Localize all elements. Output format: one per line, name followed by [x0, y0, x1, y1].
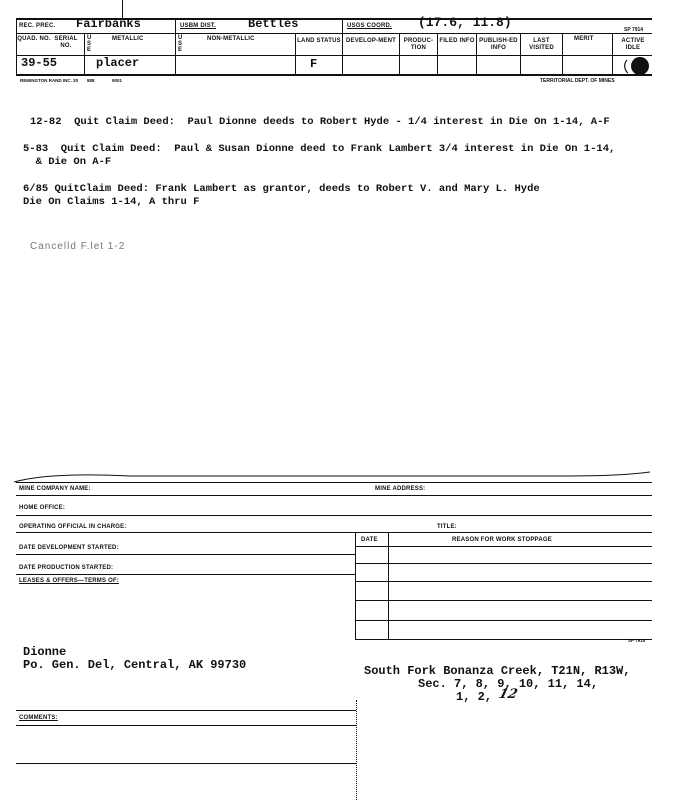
home-office-label: HOME OFFICE: — [19, 505, 66, 511]
date-production-started-label: DATE PRODUCTION STARTED: — [19, 565, 114, 571]
printer-code-1: 888 — [87, 78, 95, 83]
sep-date-right — [388, 532, 389, 640]
sep-col-6 — [437, 33, 438, 74]
sep-col-8 — [520, 33, 521, 74]
col-active-idle: ACTIVE IDLE — [621, 38, 645, 51]
rule-table-6 — [355, 639, 652, 640]
active-idle-punch-icon — [618, 55, 652, 77]
location-line-2: Sec. 7, 8, 9, 10, 11, 14, — [418, 677, 599, 691]
card-edge-curve — [10, 466, 660, 486]
col-filed-info: FILED INFO — [439, 38, 475, 44]
sep-col-1 — [84, 33, 85, 74]
sep-usbm-usgs — [342, 18, 343, 33]
rec-prec-value: Fairbanks — [76, 17, 141, 31]
rule-4 — [16, 554, 355, 555]
sep-col-4 — [342, 33, 343, 74]
rule-comments-2 — [16, 763, 356, 764]
usgs-coord-label: USGS COORD. — [347, 23, 392, 29]
note-line-2b: & Die On A-F — [23, 156, 112, 168]
faded-note: Cancelld F.let 1-2 — [30, 241, 126, 252]
rule-mine-company-top — [16, 482, 652, 483]
sep-col-10 — [612, 33, 613, 74]
rule-5 — [16, 574, 355, 575]
col-metallic: METALLIC — [112, 36, 144, 42]
form-number-mid: SP 7915 — [628, 638, 646, 643]
operating-official-label: OPERATING OFFICIAL IN CHARGE: — [19, 524, 127, 530]
rule-1 — [16, 495, 652, 496]
location-line-1: South Fork Bonanza Creek, T21N, R13W, — [364, 664, 631, 678]
header-rule-3 — [16, 74, 652, 76]
sep-rec-usbm — [175, 18, 176, 33]
col-quad-no: QUAD. NO. — [17, 36, 51, 42]
owner-address: Po. Gen. Del, Central, AK 99730 — [23, 658, 247, 672]
rule-table-4 — [355, 600, 652, 601]
col-land-status: LAND STATUS — [297, 38, 341, 44]
rule-table-3 — [355, 581, 652, 582]
sep-col-2 — [175, 33, 176, 74]
reason-header: REASON FOR WORK STOPPAGE — [452, 537, 552, 543]
col-use-1: U S E — [87, 35, 92, 53]
rule-comments-top — [16, 710, 356, 711]
usgs-coord-value: (17.6, 11.8) — [418, 15, 512, 30]
col-development: DEVELOP-MENT — [345, 38, 397, 44]
date-development-started-label: DATE DEVELOPMENT STARTED: — [19, 545, 119, 551]
mine-company-name-label: MINE COMPANY NAME: — [19, 486, 91, 492]
sep-col-7 — [476, 33, 477, 74]
note-line-3a: 6/85 QuitClaim Deed: Frank Lambert as grantor, deeds to Robert V. and Mary L. Hyde — [23, 183, 540, 195]
col-non-metallic: NON-METALLIC — [207, 36, 255, 42]
rule-table-5 — [355, 620, 652, 621]
quad-serial-value: 39-55 — [21, 56, 58, 70]
note-line-1: 12-82 Quit Claim Deed: Paul Dionne deeds to Robert Hyde - 1/4 interest in Die On 1-14, A-F — [30, 116, 610, 128]
leases-offers-label: LEASES & OFFERS—TERMS OF: — [19, 578, 120, 584]
rule-table-2 — [355, 563, 652, 564]
col-last-visited: LAST VISITED — [529, 38, 554, 51]
mine-address-label: MINE ADDRESS: — [375, 486, 426, 492]
usbm-dist-value: Bettles — [248, 17, 299, 31]
col-use-2: U S E — [178, 35, 183, 53]
sep-col-5 — [399, 33, 400, 74]
rule-3 — [16, 532, 652, 533]
rule-2 — [16, 515, 652, 516]
form-number-top: SP 7914 — [624, 27, 644, 33]
land-status-value: F — [310, 57, 318, 71]
sep-col-3 — [295, 33, 296, 74]
punch-mark — [122, 0, 123, 18]
handwritten-location-number: 12 — [496, 687, 520, 702]
note-line-3b: Die On Claims 1-14, A thru F — [23, 196, 200, 208]
metallic-value: placer — [96, 56, 140, 70]
printer-note: REMINGTON RAND INC. 20 — [20, 78, 79, 83]
sep-col-9 — [562, 33, 563, 74]
rec-prec-label: REC. PREC. — [19, 23, 56, 29]
location-line-3: 1, 2, — [456, 690, 493, 704]
col-production: PRODUC-TION — [403, 38, 434, 51]
header-rule-1 — [16, 33, 652, 34]
rule-table-1 — [355, 546, 652, 547]
owner-name: Dionne — [23, 645, 67, 659]
col-serial-no: SERIAL NO. — [54, 36, 78, 49]
usbm-dist-label: USBM DIST. — [180, 23, 217, 29]
note-line-2a: 5-83 Quit Claim Deed: Paul & Susan Dionne deed to Frank Lambert 3/4 interest in Die On 1-14, — [23, 143, 616, 155]
sep-comments — [356, 700, 357, 800]
col-published-info: PUBLISH-ED INFO — [479, 38, 518, 51]
comments-label: COMMENTS: — [19, 715, 58, 721]
rule-comments-1 — [16, 725, 356, 726]
title-label: TITLE: — [437, 524, 457, 530]
header-border-left — [16, 18, 17, 75]
dept-name: TERRITORIAL DEPT. OF MINES — [540, 78, 615, 84]
col-merit: MERIT — [574, 36, 594, 42]
sep-date-left — [355, 532, 356, 640]
date-header: DATE — [361, 537, 378, 543]
printer-code-2: 9001 — [112, 78, 123, 83]
